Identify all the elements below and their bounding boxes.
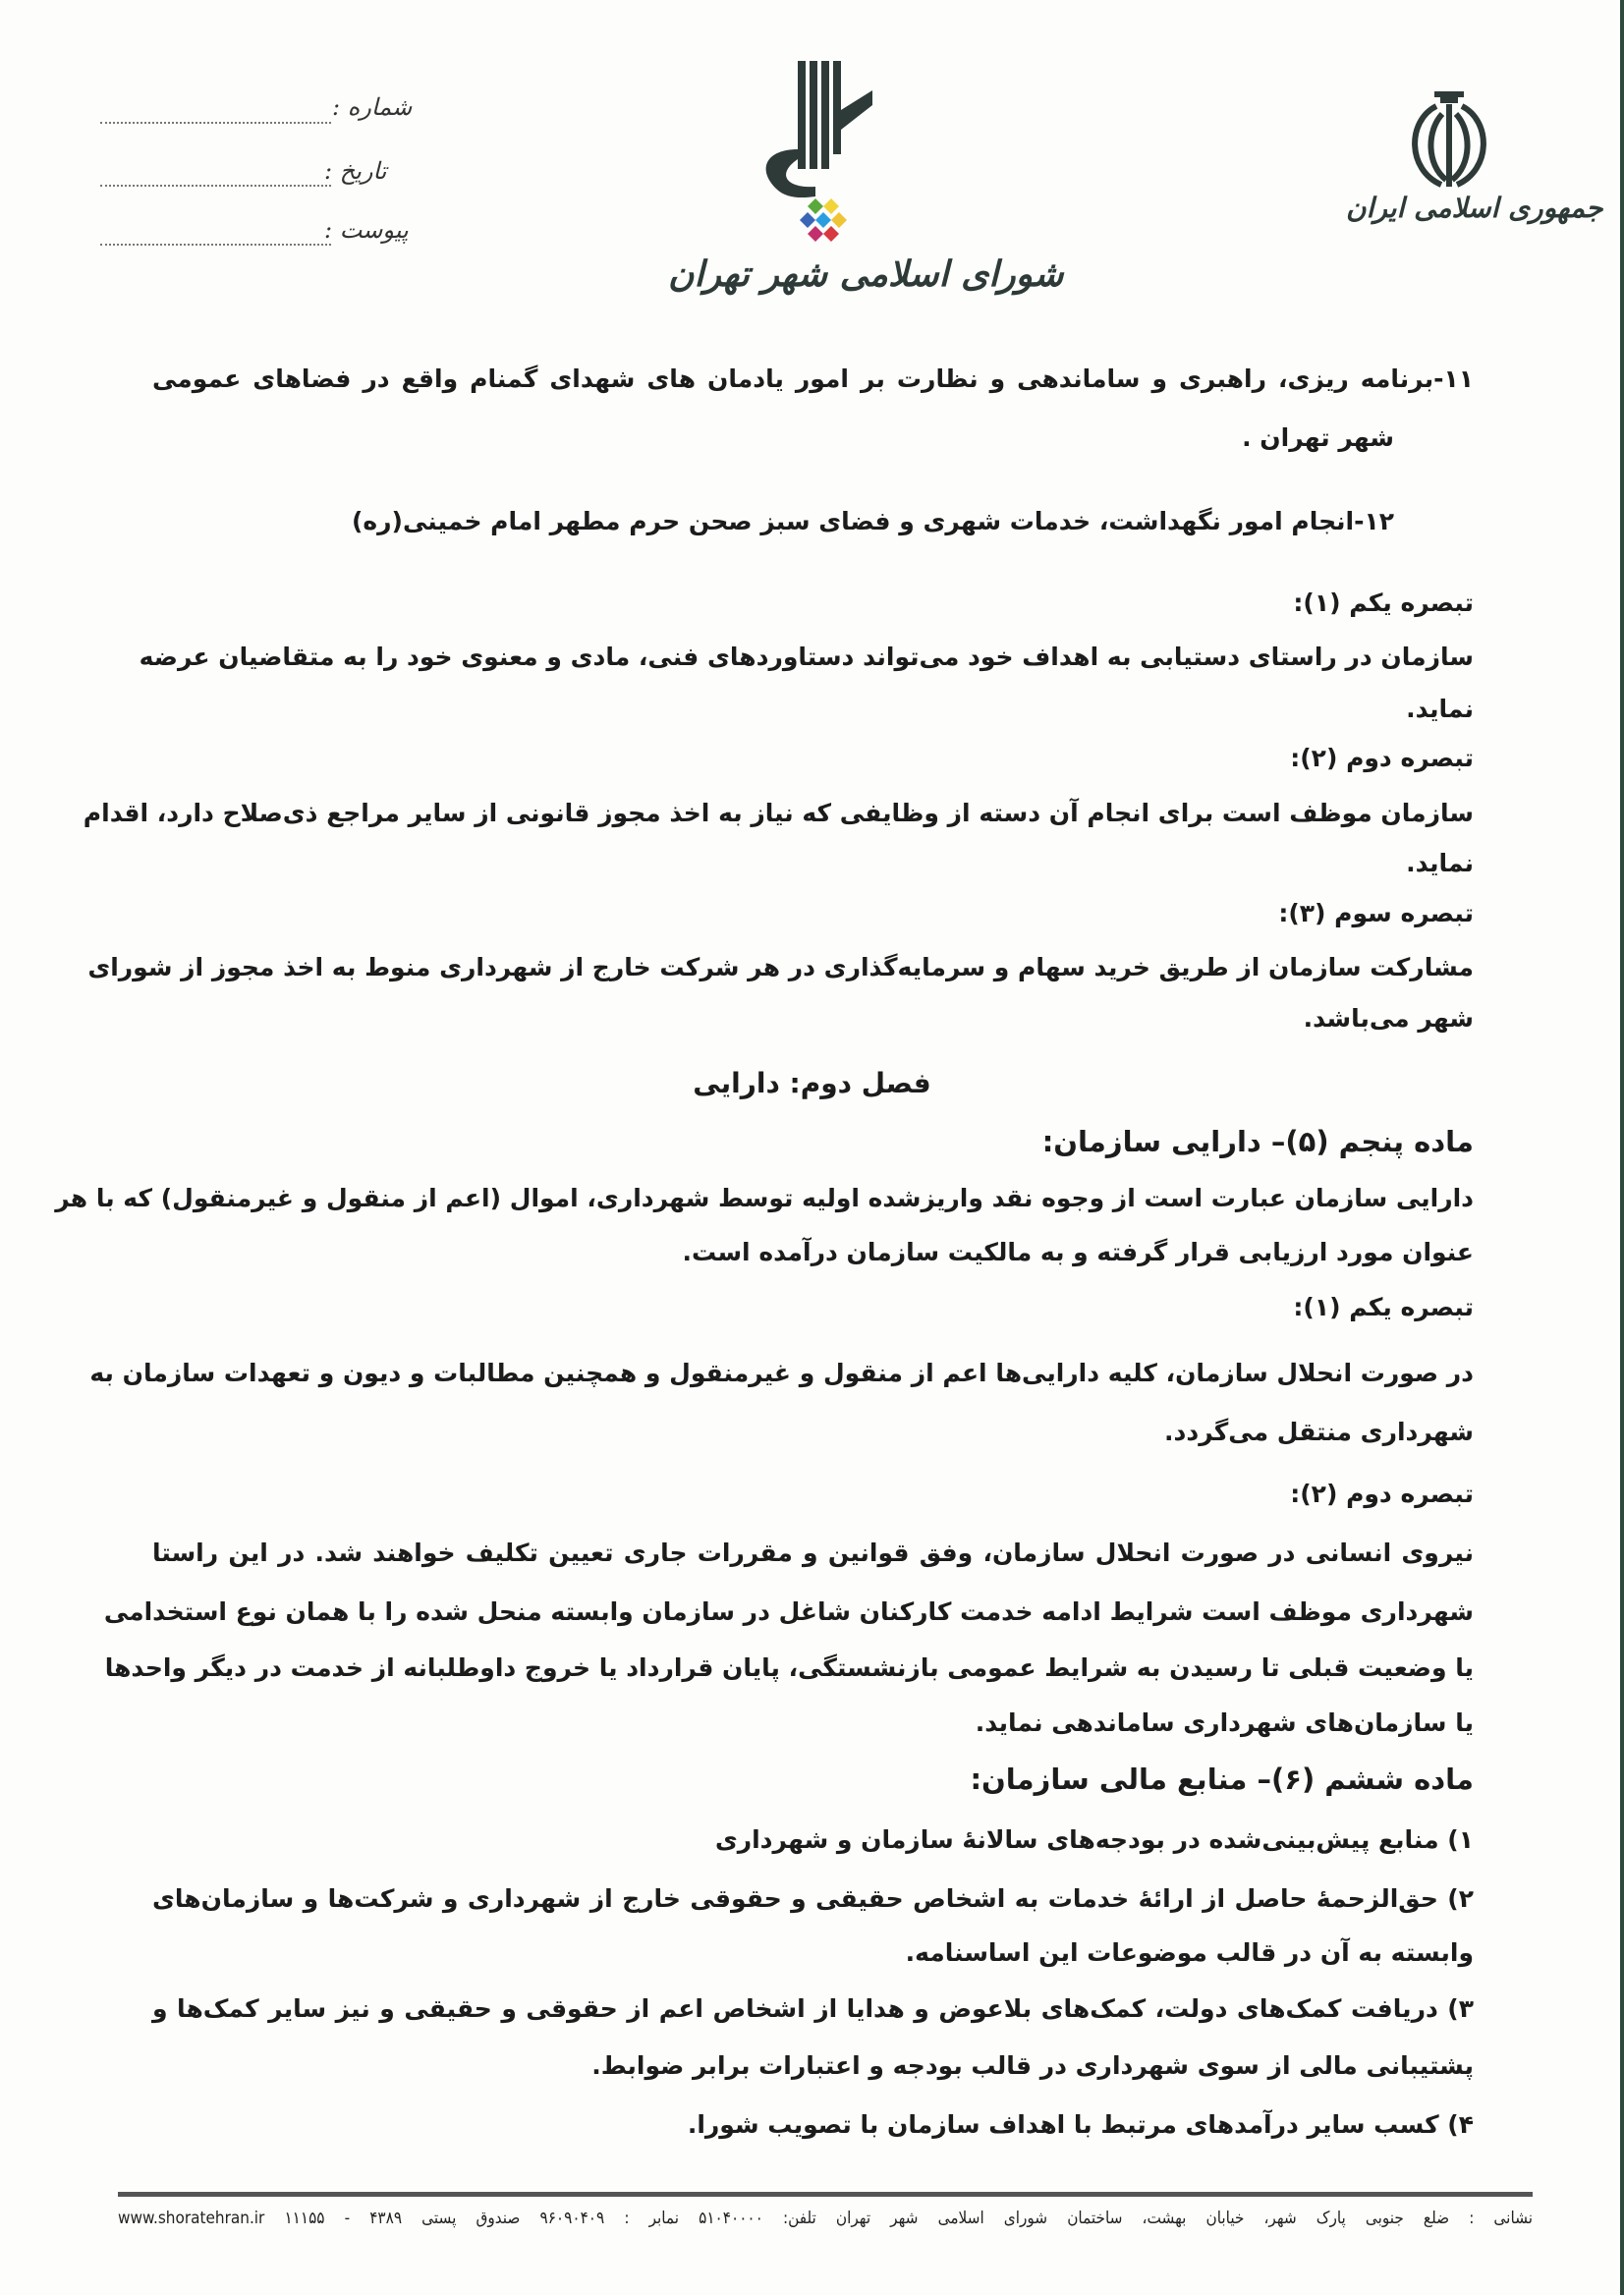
tehran-council-logo-icon — [747, 61, 884, 248]
article-6-item-2-line-1: ۲) حق‌الزحمهٔ حاصل از ارائهٔ خدمات به اشخاص حقیقی و حقوقی خارج از شهرداری و شرکت‌ها و سازمان‌های — [152, 1884, 1474, 1913]
article-5-note-1-line-1: در صورت انحلال سازمان، کلیه دارایی‌ها اعم از منقول و غیرمنقول و همچنین مطالبات و دیون و تعهدات سازمان به — [89, 1359, 1474, 1387]
article-5-note-1-line-2: شهرداری منتقل می‌گردد. — [1164, 1418, 1474, 1446]
item-12: ۱۲-انجام امور نگهداشت، خدمات شهری و فضای سبز صحن حرم مطهر امام خمینی(ره) — [351, 507, 1394, 535]
article-5-note-1-title: تبصره یکم (۱): — [1293, 1293, 1474, 1321]
note-3-line-1: مشارکت سازمان از طریق خرید سهام و سرمایه‌گذاری در هر شرکت خارج از شهرداری منوط به اخذ مجوز از شورای — [87, 953, 1474, 981]
article-5-note-2-line-4: یا سازمان‌های شهرداری ساماندهی نماید. — [975, 1708, 1474, 1737]
footer-address: نشانی : ضلع جنوبی پارک شهر، خیابان بهشت، ساختمان شورای اسلامی شهر تهران تلفن: ۵۱۰۴۰۰۰۰ نمابر : ۹۶۰۹۰۴۰۹ صندوق پستی ۴۳۸۹ - ۱۱۱۵۵ www.shoratehran.ir — [118, 2209, 1534, 2228]
article-5-note-2-line-1: نیروی انسانی در صورت انحلال سازمان، وفق قوانین و مقررات جاری تعیین تکلیف خواهند شد. در این راستا — [152, 1539, 1474, 1567]
article-5-note-2-title: تبصره دوم (۲): — [1290, 1480, 1474, 1508]
item-11-line-2: شهر تهران . — [1242, 423, 1394, 452]
article-6-item-2-line-2: وابسته به آن در قالب موضوعات این اساسنامه. — [905, 1938, 1474, 1967]
article-5-note-2-line-3: یا وضعیت قبلی تا رسیدن به شرایط عمومی بازنشستگی، پایان قرارداد یا خروج داوطلبانه از خدمت در دیگر واحدها — [104, 1653, 1474, 1682]
note-2-line-2: نماید. — [1406, 849, 1474, 877]
number-field[interactable] — [100, 122, 331, 124]
attachment-label: پیوست : — [324, 216, 409, 244]
note-1-title: تبصره یکم (۱): — [1293, 588, 1474, 617]
article-5-line-2: عنوان مورد ارزیابی قرار گرفته و به مالکیت سازمان درآمده است. — [682, 1238, 1474, 1266]
article-6-item-1: ۱) منابع پیش‌بینی‌شده در بودجه‌های سالانهٔ سازمان و شهرداری — [714, 1825, 1474, 1854]
note-1-line-2: نماید. — [1406, 695, 1474, 723]
date-label: تاریخ : — [324, 157, 387, 185]
council-logo-text: شورای اسلامی شهر تهران — [668, 253, 1064, 295]
article-6-item-4: ۴) کسب سایر درآمدهای مرتبط با اهداف سازمان با تصویب شورا. — [687, 2110, 1474, 2139]
number-label: شماره : — [332, 93, 413, 121]
footer-divider — [118, 2192, 1533, 2197]
note-3-line-2: شهر می‌باشد. — [1303, 1004, 1474, 1033]
note-3-title: تبصره سوم (۳): — [1278, 899, 1474, 927]
iran-emblem-text: جمهوری اسلامی ایران — [1346, 192, 1603, 224]
article-6-item-3-line-1: ۳) دریافت کمک‌های دولت، کمک‌های بلاعوض و هدایا از اشخاص اعم از حقوقی و حقیقی و نیز سایر کمک‌ها و — [152, 1994, 1474, 2023]
date-field[interactable] — [100, 185, 331, 187]
article-6-item-3-line-2: پشتیبانی مالی از سوی شهرداری در قالب بودجه و اعتبارات برابر ضوابط. — [591, 2051, 1474, 2080]
scan-edge — [1620, 0, 1624, 2295]
note-2-line-1: سازمان موظف است برای انجام آن دسته از وظایفی که نیاز به اخذ مجوز قانونی از سایر مراجع ذی‌صلاح دارد، اقدام — [83, 799, 1474, 827]
chapter-2-title: فصل دوم: دارایی — [693, 1067, 931, 1099]
article-5-title: ماده پنجم (۵)– دارایی سازمان: — [1041, 1125, 1474, 1158]
attachment-field[interactable] — [100, 244, 331, 246]
note-1-line-1: سازمان در راستای دستیابی به اهداف خود می‌تواند دستاوردهای فنی، مادی و معنوی خود را به متقاضیان عرضه — [139, 643, 1474, 671]
item-11-line-1: ۱۱-برنامه ریزی، راهبری و ساماندهی و نظارت بر امور یادمان های شهدای گمنام واقع در فضاهای عمومی — [152, 364, 1474, 393]
article-6-title: ماده ششم (۶)– منابع مالی سازمان: — [970, 1763, 1474, 1796]
article-5-line-1: دارایی سازمان عبارت است از وجوه نقد واریزشده اولیه توسط شهرداری، اموال (اعم از منقول و غیرمنقول) که با هر — [55, 1184, 1474, 1212]
iran-emblem-icon — [1397, 86, 1501, 196]
article-5-note-2-line-2: شهرداری موظف است شرایط ادامه خدمت کارکنان شاغل در سازمان وابسته منحل شده را با همان نوع استخدامی — [103, 1597, 1474, 1626]
note-2-title: تبصره دوم (۲): — [1290, 744, 1474, 772]
